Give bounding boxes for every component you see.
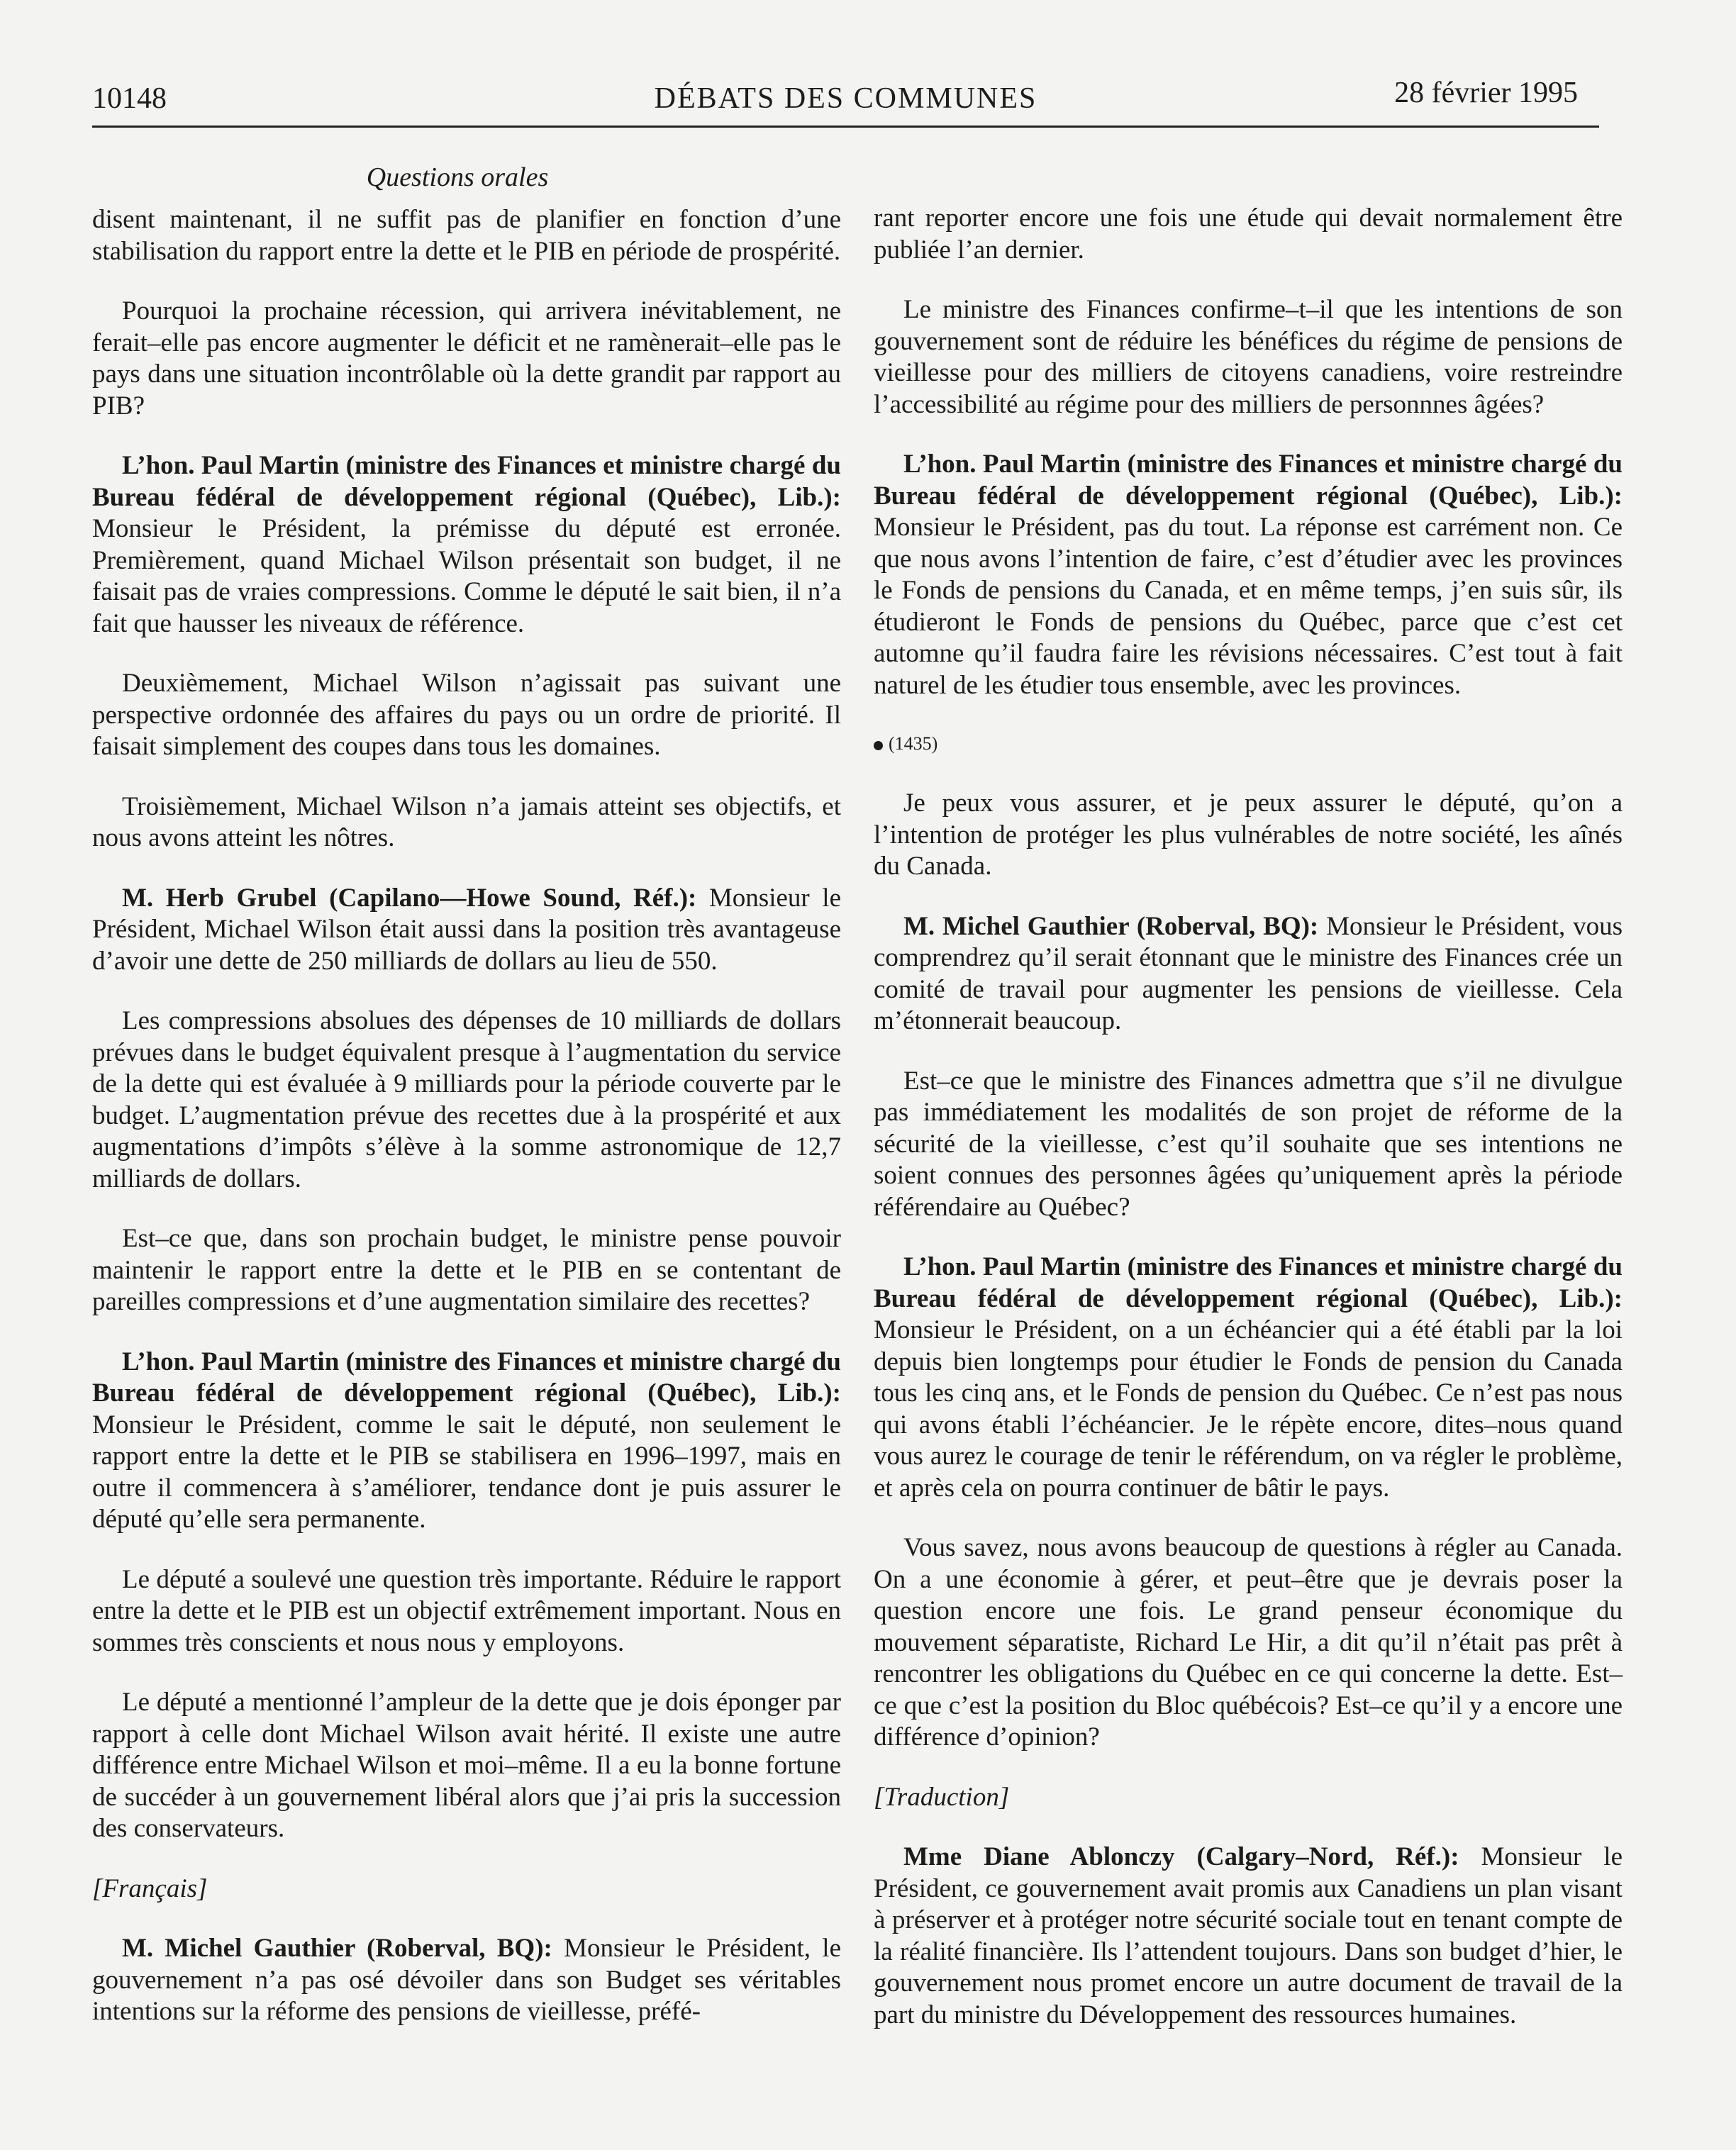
bullet-icon: [874, 741, 883, 750]
speech-paragraph: [874, 911, 1623, 1037]
speaker-name: L’hon. Paul Martin (ministre des Finances et ministre chargé du Bureau fédéral de développement régional (Québec), Lib.):: [92, 451, 841, 512]
paragraph-text: Le député a mentionné l’ampleur de la dette que je dois éponger par rapport à celle dont Michael Wilson avait hérité. Il existe une autre différence entre Michael Wilson et moi–même. Il a eu la bonne fortune de succéder à un gouvernement libéral alors que j’ai pris la succession des conservateurs.: [92, 1688, 841, 1843]
right-column: [874, 203, 1623, 2059]
paragraph: [92, 1564, 841, 1659]
paragraph: [874, 203, 1623, 266]
publication-title: DÉBATS DES COMMUNES: [654, 82, 1037, 115]
speaker-name: L’hon. Paul Martin (ministre des Finances et ministre chargé du Bureau fédéral de développement régional (Québec), Lib.):: [874, 1252, 1623, 1313]
speaker-name: M. Herb Grubel (Capilano—Howe Sound, Réf.):: [122, 883, 697, 913]
paragraph-text: Troisièmement, Michael Wilson n’a jamais atteint ses objectifs, et nous avons atteint les nôtres.: [92, 791, 841, 852]
timestamp: [874, 730, 1623, 758]
paragraph-text: disent maintenant, il ne suffit pas de planifier en fonction d’une stabilisation du rapport entre la dette et le PIB en période de prospérité.: [92, 205, 841, 266]
speaker-name: M. Michel Gauthier (Roberval, BQ):: [122, 1934, 552, 1963]
paragraph: [874, 1532, 1623, 1754]
paragraph: [92, 204, 841, 267]
paragraph-text: Monsieur le Président, le gouvernement n’a pas osé dévoiler dans son Budget ses véritables intentions sur la réforme des pensions de vieillesse, préfé-: [92, 1934, 841, 2026]
paragraph: [92, 791, 841, 854]
speaker-name: Mme Diane Ablonczy (Calgary–Nord, Réf.):: [903, 1842, 1459, 1871]
publication-date: 28 février 1995: [1394, 77, 1578, 109]
speech-paragraph: [874, 1842, 1623, 2031]
paragraph-text: Monsieur le Président, ce gouvernement avait promis aux Canadiens un plan visant à préserver et à protéger notre sécurité sociale tout en tenant compte de la réalité financière. Ils l’attendent toujours. Dans son budget d’hier, le gouvernement nous promet encore un autre document de travail de la part du ministre du Développement des ressources humaines.: [874, 1842, 1623, 2029]
speech-paragraph: [92, 883, 841, 978]
speaker-name: L’hon. Paul Martin (ministre des Finances et ministre chargé du Bureau fédéral de développement régional (Québec), Lib.):: [92, 1347, 841, 1408]
speech-paragraph: [874, 1252, 1623, 1504]
section-title: Questions orales: [366, 162, 549, 192]
paragraph-text: Monsieur le Président, vous comprendrez qu’il serait étonnant que le ministre des Finances crée un comité de travail pour augmenter les pensions de vieillesse. Cela m’étonnerait beaucoup.: [874, 911, 1623, 1035]
paragraph-text: Monsieur le Président, pas du tout. La réponse est carrément non. Ce que nous avons l’intention de faire, c’est d’étudier avec les provinces le Fonds de pensions du Canada, et en même temps, j’en suis sûr, ils étudieront le Fonds de pensions du Québec, parce que c’est cet automne qu’il faudra faire les révisions nécessaires. C’est tout à fait naturel de les étudier tous ensemble, avec les provinces.: [874, 513, 1623, 700]
paragraph: [874, 1066, 1623, 1224]
paragraph-text: Le député a soulevé une question très importante. Réduire le rapport entre la dette et le PIB est un objectif extrêmement important. Nous en sommes très conscients et nous nous y employons.: [92, 1564, 841, 1657]
paragraph: [92, 1687, 841, 1845]
paragraph-text: Le ministre des Finances confirme–t–il que les intentions de son gouvernement sont de réduire les bénéfices du régime de pensions de vieillesse pour des milliers de citoyens canadiens, voire restreindre l’accessibilité au régime pour des milliers de personnnes âgées?: [874, 295, 1623, 419]
paragraph-text: Pourquoi la prochaine récession, qui arrivera inévitablement, ne ferait–elle pas encore augmenter le déficit et ne ramènerait–elle pas le pays dans une situation incontrôlable où la dette grandit par rapport au PIB?: [92, 296, 841, 420]
paragraph-text: Deuxièmement, Michael Wilson n’agissait pas suivant une perspective ordonnée des affaires du pays ou un ordre de priorité. Il faisait simplement des coupes dans tous les domaines.: [92, 669, 841, 761]
paragraph: [92, 296, 841, 422]
paragraph-text: Monsieur le Président, Michael Wilson était aussi dans la position très avantageuse d’avoir une dette de 250 milliards de dollars au lieu de 550.: [92, 883, 841, 976]
paragraph-text: Est–ce que le ministre des Finances admettra que s’il ne divulgue pas immédiatement les modalités de son projet de réforme de la sécurité de la vieillesse, c’est qu’il souhaite que ses intentions ne soient connues des personnes âgées qu’uniquement après la période référendaire au Québec?: [874, 1066, 1623, 1222]
paragraph-text: Monsieur le Président, on a un échéancier qui a été établi par la loi depuis bien longtemps pour étudier le Fonds de pension du Canada tous les cinq ans, et le Fonds de pension du Québec. Ce n’est pas nous qui avons établi l’échéancier. Je le répète encore, dites–nous quand vous aurez le courage de tenir le référendum, on va régler le problème, et après cela on pourra continuer de bâtir le pays.: [874, 1315, 1623, 1503]
language-tag: [Traduction]: [874, 1782, 1010, 1812]
timestamp-text: (1435): [889, 733, 938, 754]
page-number: 10148: [92, 82, 167, 115]
speech-paragraph: [92, 1347, 841, 1536]
paragraph: [874, 788, 1623, 883]
paragraph-text: rant reporter encore une fois une étude qui devait normalement être publiée l’an dernier.: [874, 204, 1623, 264]
left-column: [92, 204, 841, 2056]
speech-paragraph: [92, 1933, 841, 2028]
paragraph: [92, 668, 841, 763]
paragraph: [92, 1006, 841, 1195]
paragraph: [92, 1223, 841, 1318]
speech-paragraph: [92, 450, 841, 640]
paragraph-text: Vous savez, nous avons beaucoup de questions à régler au Canada. On a une économie à gérer, et peut–être que je devrais poser la question encore une fois. Le grand penseur économique du mouvement séparatiste, Richard Le Hir, a dit qu’il n’était pas prêt à rencontrer les obligations du Québec en ce qui concerne la dette. Est–ce que c’est la position du Bloc québécois? Est–ce qu’il y a encore une différence d’opinion?: [874, 1533, 1623, 1751]
paragraph-text: Monsieur le Président, la prémisse du député est erronée. Premièrement, quand Michael Wilson présentait son budget, il ne faisait pas de vraies compressions. Comme le député le sait bien, il n’a fait que hausser les niveaux de référence.: [92, 514, 841, 638]
speech-paragraph: [874, 449, 1623, 701]
speaker-name: L’hon. Paul Martin (ministre des Finances et ministre chargé du Bureau fédéral de développement régional (Québec), Lib.):: [874, 450, 1623, 511]
paragraph-text: Je peux vous assurer, et je peux assurer le député, qu’on a l’intention de protéger les plus vulnérables de notre société, les aînés du Canada.: [874, 789, 1623, 881]
paragraph-text: Est–ce que, dans son prochain budget, le ministre pense pouvoir maintenir le rapport entre la dette et le PIB en se contentant de pareilles compressions et d’une augmentation similaire des recettes?: [92, 1224, 841, 1316]
paragraph: [874, 294, 1623, 420]
paragraph-text: Monsieur le Président, comme le sait le député, non seulement le rapport entre la dette et le PIB se stabilisera en 1996–1997, mais en outre il commencera à s’améliorer, tendance dont je puis assurer le député qu’elle sera permanente.: [92, 1410, 841, 1534]
page-header: [92, 77, 1599, 128]
language-tag: [Français]: [92, 1873, 208, 1903]
speaker-name: M. Michel Gauthier (Roberval, BQ):: [903, 911, 1319, 941]
paragraph-text: Les compressions absolues des dépenses de 10 milliards de dollars prévues dans le budget équivalent presque à l’augmentation du service de la dette qui est évaluée à 9 milliards pour la période couverte par le budget. L’augmentation prévue des recettes due à la prospérité et aux augmentations d’impôts s’élève à la somme astronomique de 12,7 milliards de dollars.: [92, 1006, 841, 1193]
